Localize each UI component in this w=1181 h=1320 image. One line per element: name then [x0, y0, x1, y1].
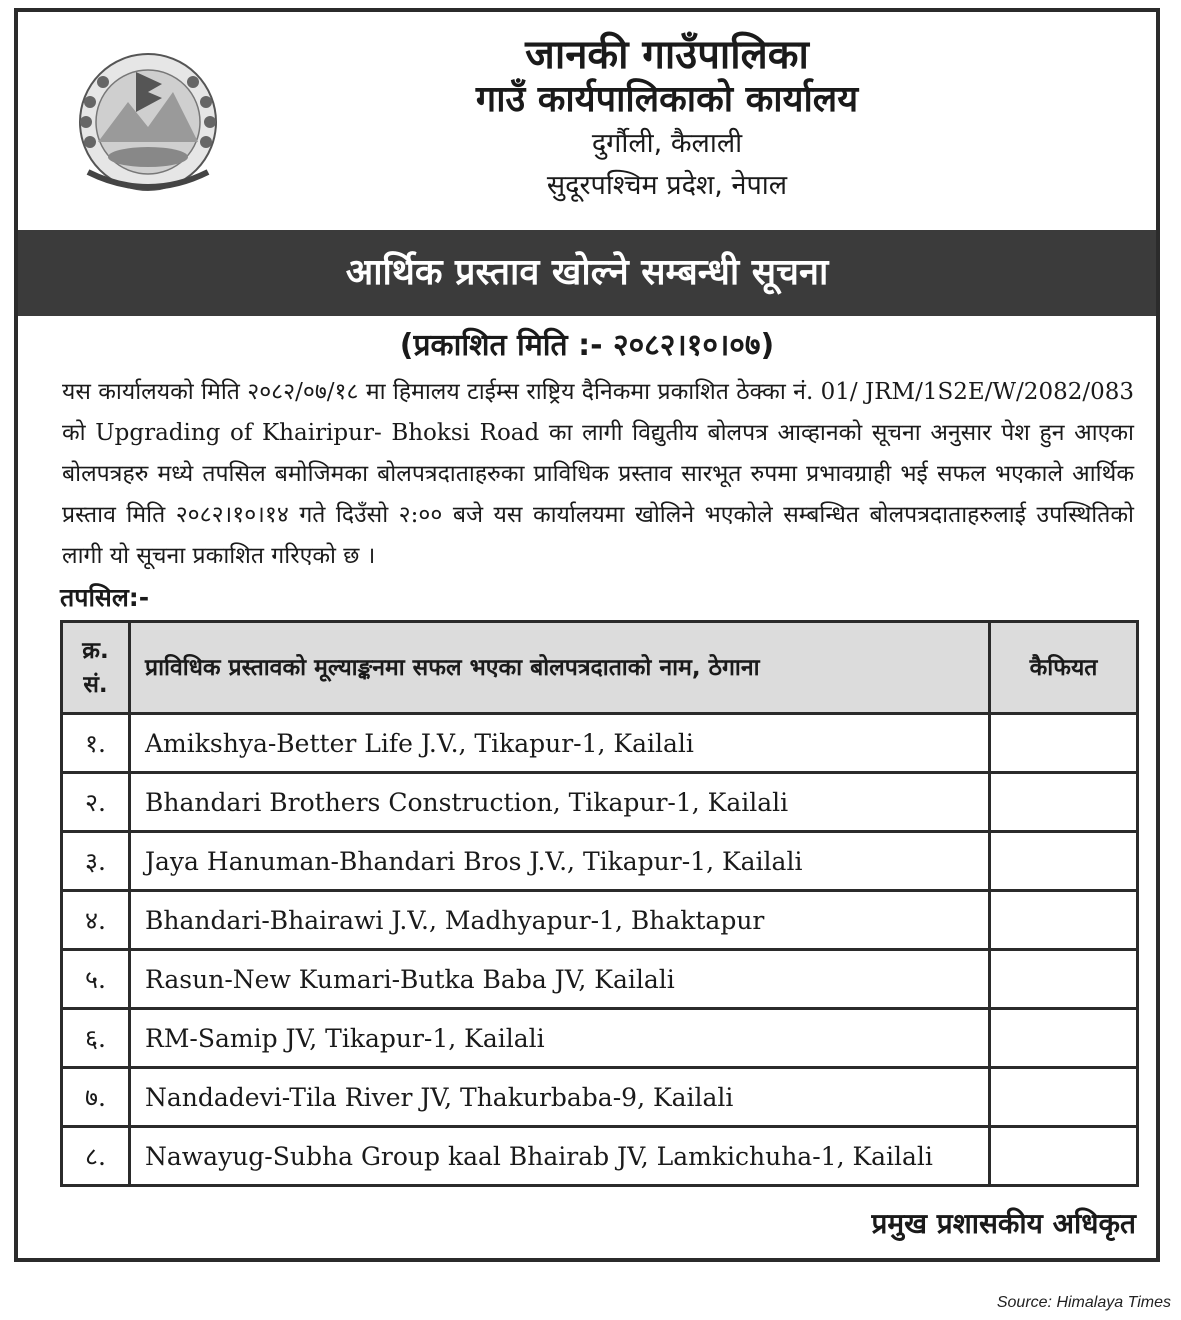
row-serial: १. [62, 714, 130, 773]
header-remarks: कैफियत [990, 622, 1138, 714]
table-row [62, 714, 1138, 773]
header-serial-line1: क्र. [82, 637, 109, 664]
details-label: तपसिल:- [60, 583, 150, 612]
table-row [62, 950, 1138, 1009]
table-row [62, 832, 1138, 891]
row-remark [990, 773, 1138, 832]
table-row [62, 1127, 1138, 1186]
source-credit: Source: Himalaya Times [996, 1294, 1171, 1311]
row-bidder-name: Amikshya-Better Life J.V., Tikapur-1, Kailali [130, 714, 990, 773]
header-serial-line2: सं. [83, 671, 108, 698]
nepal-emblem-icon [58, 42, 238, 202]
office-location: दुर्गौली, कैलाली [591, 128, 743, 159]
row-serial: ५. [62, 950, 130, 1009]
row-bidder-name: Nandadevi-Tila River JV, Thakurbaba-9, Kailali [130, 1068, 990, 1127]
table-row [62, 1009, 1138, 1068]
row-bidder-name: Jaya Hanuman-Bhandari Bros J.V., Tikapur-1, Kailali [130, 832, 990, 891]
table-row [62, 891, 1138, 950]
row-serial: ४. [62, 891, 130, 950]
row-remark [990, 950, 1138, 1009]
row-serial: २. [62, 773, 130, 832]
notice-frame [14, 8, 1160, 1262]
row-serial: ६. [62, 1009, 130, 1068]
row-bidder-name: Rasun-New Kumari-Butka Baba JV, Kailali [130, 950, 990, 1009]
signatory-title: प्रमुख प्रशासकीय अधिकृत [871, 1207, 1136, 1240]
row-bidder-name: Bhandari-Bhairawi J.V., Madhyapur-1, Bhaktapur [130, 891, 990, 950]
table-row [62, 1068, 1138, 1127]
published-date: (प्रकाशित मिति :- २०८२।१०।०७) [399, 328, 775, 363]
header-bidder-name: प्राविधिक प्रस्तावको मूल्याङ्कनमा सफल भएका बोलपत्रदाताको नाम, ठेगाना [130, 622, 990, 714]
row-serial: ८. [62, 1127, 130, 1186]
table-row [62, 773, 1138, 832]
row-remark [990, 1068, 1138, 1127]
row-remark [990, 1127, 1138, 1186]
row-remark [990, 832, 1138, 891]
bidders-table [60, 620, 1139, 1187]
notice-body: यस कार्यालयको मिति २०८२/०७/१८ मा हिमालय टाईम्स राष्ट्रिय दैनिकमा प्रकाशित ठेक्का नं. 01/ JRM/1S2E/W/2082/083 को Upgrading of Khairipur- Bhoksi Road का लागी विद्युतीय बोलपत्र आव्हानको सूचना अनुसार पेश हुन आएका बोलपत्रहरु मध्ये तपसिल बमोजिमका बोलपत्रदाताहरुका प्राविधिक प्रस्ताव सारभूत रुपमा प्रभावग्राही भई सफल भएकाले आर्थिक प्रस्ताव मिति २०८२।१०।१४ गते दिउँसो २:०० बजे यस कार्यालयमा खोलिने भएकोले सम्बन्धित बोलपत्रदाताहरुलाई उपस्थितिको लागी यो सूचना प्रकाशित गरिएको छ । [62, 379, 1134, 569]
row-serial: ३. [62, 832, 130, 891]
row-serial: ७. [62, 1068, 130, 1127]
row-remark [990, 714, 1138, 773]
header-serial [62, 622, 130, 714]
row-remark [990, 1009, 1138, 1068]
row-remark [990, 891, 1138, 950]
table-header-row [62, 622, 1138, 714]
notice-title: आर्थिक प्रस्ताव खोल्ने सम्बन्धी सूचना [18, 230, 1156, 316]
office-province: सुदूरपश्चिम प्रदेश, नेपाल [546, 170, 788, 201]
municipality-name: जानकी गाउँपालिका [525, 32, 809, 78]
row-bidder-name: RM-Samip JV, Tikapur-1, Kailali [130, 1009, 990, 1068]
office-name: गाउँ कार्यपालिकाको कार्यालय [475, 79, 859, 120]
office-header [248, 32, 1086, 206]
row-bidder-name: Nawayug-Subha Group kaal Bhairab JV, Lamkichuha-1, Kailali [130, 1127, 990, 1186]
row-bidder-name: Bhandari Brothers Construction, Tikapur-1, Kailali [130, 773, 990, 832]
